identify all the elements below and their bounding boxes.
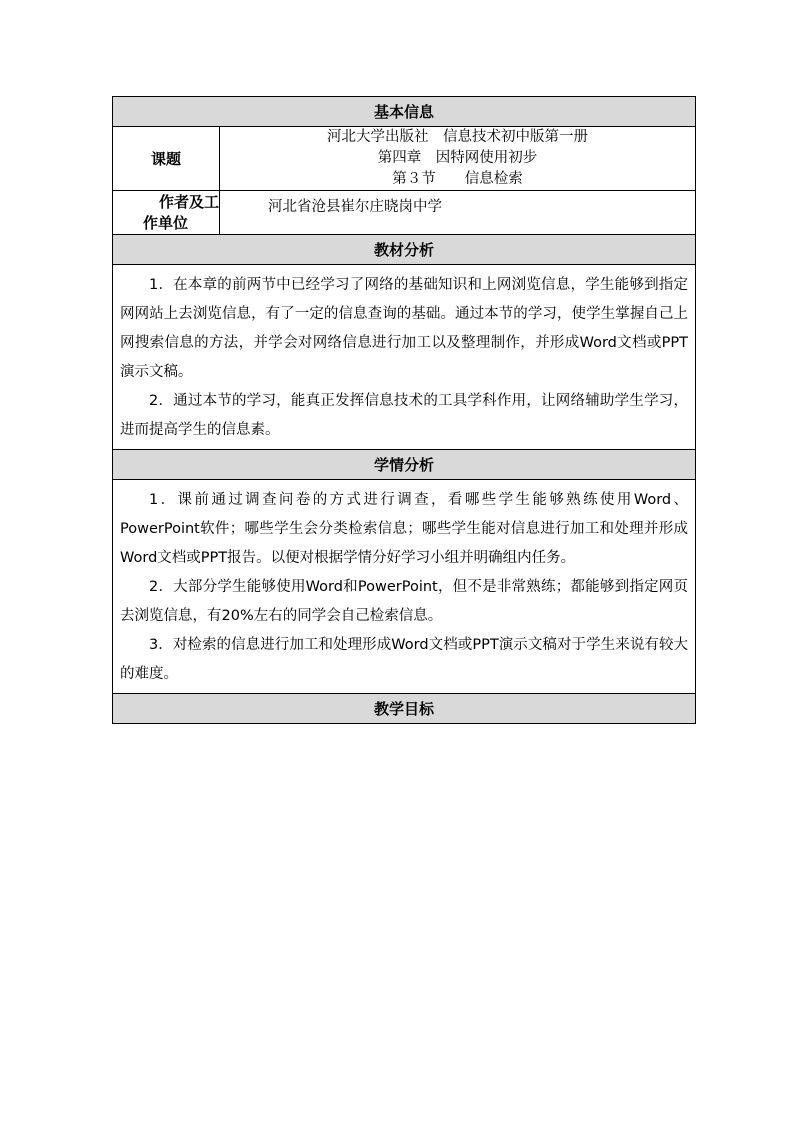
course-line-chapter: 第四章 因特网使用初步 [377, 150, 538, 166]
course-line-section: 第３节 信息检索 [392, 171, 523, 187]
learner-analysis-paragraph: 2．大部分学生能够使用Word和PowerPoint，但不是非常熟练；都能够到指定网页去浏览信息，有20%左右的同学会自己检索信息。 [120, 579, 689, 624]
lesson-plan-table [112, 96, 696, 724]
basic-info-header-row [113, 97, 696, 127]
textbook-analysis-header-row [113, 235, 696, 265]
course-row [113, 127, 696, 191]
learner-analysis-heading: 学情分析 [113, 450, 696, 480]
course-label: 课题 [113, 127, 220, 191]
course-value [220, 127, 696, 191]
course-line-publisher: 河北大学出版社 信息技术初中版第一册 [327, 129, 588, 145]
learner-analysis-paragraph: 3．对检索的信息进行加工和处理形成Word文档或PPT演示文稿对于学生来说有较大的难度。 [120, 637, 689, 682]
learner-analysis-body [113, 480, 696, 694]
author-label-line-1: 作者及工 [158, 192, 219, 211]
author-row [113, 191, 696, 235]
basic-info-heading: 基本信息 [113, 97, 696, 127]
textbook-analysis-paragraph: 1．在本章的前两节中已经学习了网络的基础知识和上网浏览信息，学生能够到指定网网站上去浏览信息，有了一定的信息查询的基础。通过本节的学习，使学生掌握自己上网搜索信息的方法，并学会对网络信息进行加工以及整理制作，并形成Word文档或PPT演示文稿。 [120, 277, 689, 380]
textbook-analysis-row [113, 265, 696, 450]
author-value: 河北省沧县崔尔庄晓岗中学 [220, 191, 696, 235]
learner-analysis-paragraph: 1．课前通过调查问卷的方式进行调查，看哪些学生能够熟练使用Word、PowerPoint软件；哪些学生会分类检索信息；哪些学生能对信息进行加工和处理并形成Word文档或PPT报告。以便对根据学情分好学习小组并明确组内任务。 [120, 492, 689, 566]
textbook-analysis-paragraph: 2．通过本节的学习，能真正发挥信息技术的工具学科作用，让网络辅助学生学习，进而提高学生的信息素。 [120, 393, 689, 438]
teaching-goals-heading: 教学目标 [113, 694, 696, 724]
teaching-goals-header-row [113, 694, 696, 724]
textbook-analysis-body [113, 265, 696, 450]
textbook-analysis-heading: 教材分析 [113, 235, 696, 265]
author-label [113, 191, 220, 235]
author-label-line-2: 作单位 [143, 213, 189, 232]
learner-analysis-row [113, 480, 696, 694]
learner-analysis-header-row [113, 450, 696, 480]
